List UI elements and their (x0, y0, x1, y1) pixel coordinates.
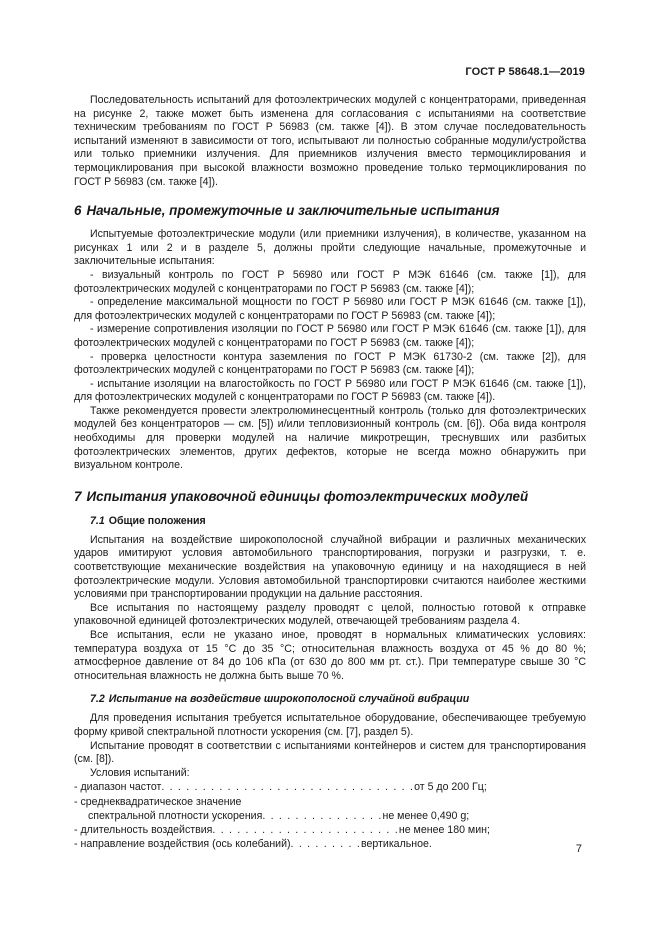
condition-label: - диапазон частот (74, 781, 162, 794)
condition-value: вертикальное. (360, 838, 432, 851)
subsection-7-1-paragraph-1: Испытания на воздействие широкополосной случайной вибрации и различных механических ударов имитируют условия автомобильного транспортирования, погрузки и разгрузки, т. е. соответствующие механические воздействия на упаковочную единицу и на находящиеся в ней фотоэлектрические модули. Условия автомобильной транспортировки считаются наиболее жесткими условиями при транспортировании продукции на дальние расстояния. (74, 533, 586, 601)
list-item: - определение максимальной мощности по ГОСТ Р 56980 или ГОСТ Р МЭК 61646 (см. также [1]), для фотоэлектрических модулей с концентраторами по ГОСТ Р 56983 (см. также [4]); (74, 296, 586, 322)
subsection-7-1-number: 7.1 (90, 514, 105, 527)
section-7-number: 7 (74, 488, 82, 504)
subsection-7-1-heading (90, 515, 586, 528)
dot-leader: . . . . . . . . . (290, 838, 361, 851)
section-7-heading (74, 489, 586, 505)
document-code-header: ГОСТ Р 58648.1—2019 (465, 66, 585, 78)
condition-value: не менее 180 мин; (398, 823, 490, 836)
section-7-title: Испытания упаковочной единицы фотоэлектрических модулей (86, 488, 529, 504)
page-body (74, 94, 586, 851)
section-6-heading (74, 203, 586, 219)
condition-direction (74, 837, 586, 851)
subsection-7-2-title: Испытание на воздействие широкополосной случайной вибрации (108, 693, 470, 706)
dot-leader: . . . . . . . . . . . . . . . (262, 809, 383, 822)
condition-label: - длительность воздействия (74, 823, 213, 836)
condition-value: от 5 до 200 Гц; (414, 781, 487, 794)
intro-paragraph: Последовательность испытаний для фотоэлектрических модулей с концентраторами, приведенная на рисунке 2, также может быть изменена для согласования с испытаниями на соответствие техническим требованиям по ГОСТ Р 56983 (см. также [4]). В этом случае последовательность испытаний изменяют в зависимости от того, испытывают ли полностью собранные модули/устройства или только приемники излучения. Для приемников излучения вместо термоциклирования и термоциклирования при высокой влажности возможно проведение только термоциклирования по ГОСТ Р 56983 (см. также [4]). (74, 94, 586, 188)
section-6-paragraph-1: Испытуемые фотоэлектрические модули (или приемники излучения), в количестве, указанном на рисунках 1 или 2 и в разделе 5, должны пройти следующие начальные, промежуточные и заключительные испытания: (74, 228, 586, 268)
page-number: 7 (575, 843, 582, 855)
condition-frequency-range (74, 780, 586, 794)
subsection-7-2-number: 7.2 (90, 693, 105, 706)
subsection-7-2-paragraph-2: Испытание проводят в соответствии с испытаниями контейнеров и систем для транспортирования (см. [8]). (74, 739, 586, 766)
condition-value: не менее 0,490 g; (382, 809, 470, 822)
condition-spectral-density (74, 809, 586, 823)
section-6-paragraph-2: Также рекомендуется провести электролюминесцентный контроль (только для фотоэлектрических модулей без концентраторов — см. [5]) и/или тепловизионный контроль (см. [6]). Оба вида контроля необходимы для проверки модулей на наличие микротрещин, треснувших или разбитых фотоэлектрических элементов, других дефектов, которые не всегда можно обнаружить при визуальном контроле. (74, 404, 586, 472)
subsection-7-1-paragraph-2: Все испытания по настоящему разделу проводят с целой, полностью готовой к отправке упаковочной единицей фотоэлектрических модулей, отвечающей требованиям раздела 4. (74, 601, 586, 628)
subsection-7-1-title: Общие положения (108, 514, 206, 527)
condition-label: спектральной плотности ускорения (88, 809, 263, 822)
condition-rms-label-line (74, 795, 586, 809)
subsection-7-1-paragraph-3: Все испытания, если не указано иное, проводят в нормальных климатических условиях: температура воздуха от 15 °С до 35 °С; относительная влажность воздуха от 45 % до 80 %; атмосферное давление от 84 до 106 кПа (от 630 до 800 мм рт. ст.). При температуре свыше 30 °С относительная влажность не должна быть выше 70 %. (74, 629, 586, 682)
conditions-label: Условия испытаний: (90, 766, 190, 779)
condition-label: - среднеквадратическое значение (74, 795, 242, 808)
dot-leader: . . . . . . . . . . . . . . . . . . . . . . . (212, 823, 399, 836)
condition-duration (74, 823, 586, 837)
list-item: - измерение сопротивления изоляции по ГОСТ Р 56980 или ГОСТ Р МЭК 61646 (см. также [1]), для фотоэлектрических модулей с концентраторами по ГОСТ Р 56983 (см. также [4]); (74, 323, 586, 349)
list-item: - проверка целостности контура заземления по ГОСТ Р МЭК 61730-2 (см. также [2]), для фотоэлектрических модулей с концентраторами по ГОСТ Р 56983 (см. также [4]); (74, 350, 586, 377)
section-6-number: 6 (74, 203, 82, 219)
subsection-7-2-paragraph-1: Для проведения испытания требуется испытательное оборудование, обеспечивающее требуемую форму кривой спектральной плотности ускорения (см. [7], раздел 5). (74, 712, 586, 738)
section-6-title: Начальные, промежуточные и заключительные испытания (86, 203, 500, 219)
condition-label: - направление воздействия (ось колебаний) (74, 838, 291, 851)
dot-leader: . . . . . . . . . . . . . . . . . . . . . . . . . . . . . . . (161, 781, 415, 794)
list-item: - визуальный контроль по ГОСТ Р 56980 или ГОСТ Р МЭК 61646 (см. также [1]), для фотоэлектрических модулей с концентраторами по ГОСТ Р 56983 (см. также [4]); (74, 268, 586, 295)
list-item: - испытание изоляции на влагостойкость по ГОСТ Р 56980 или ГОСТ Р МЭК 61646 (см. также [1]), для фотоэлектрических модулей с концентраторами по ГОСТ Р 56983 (см. также [4]). (74, 377, 586, 404)
subsection-7-2-heading (90, 693, 586, 706)
